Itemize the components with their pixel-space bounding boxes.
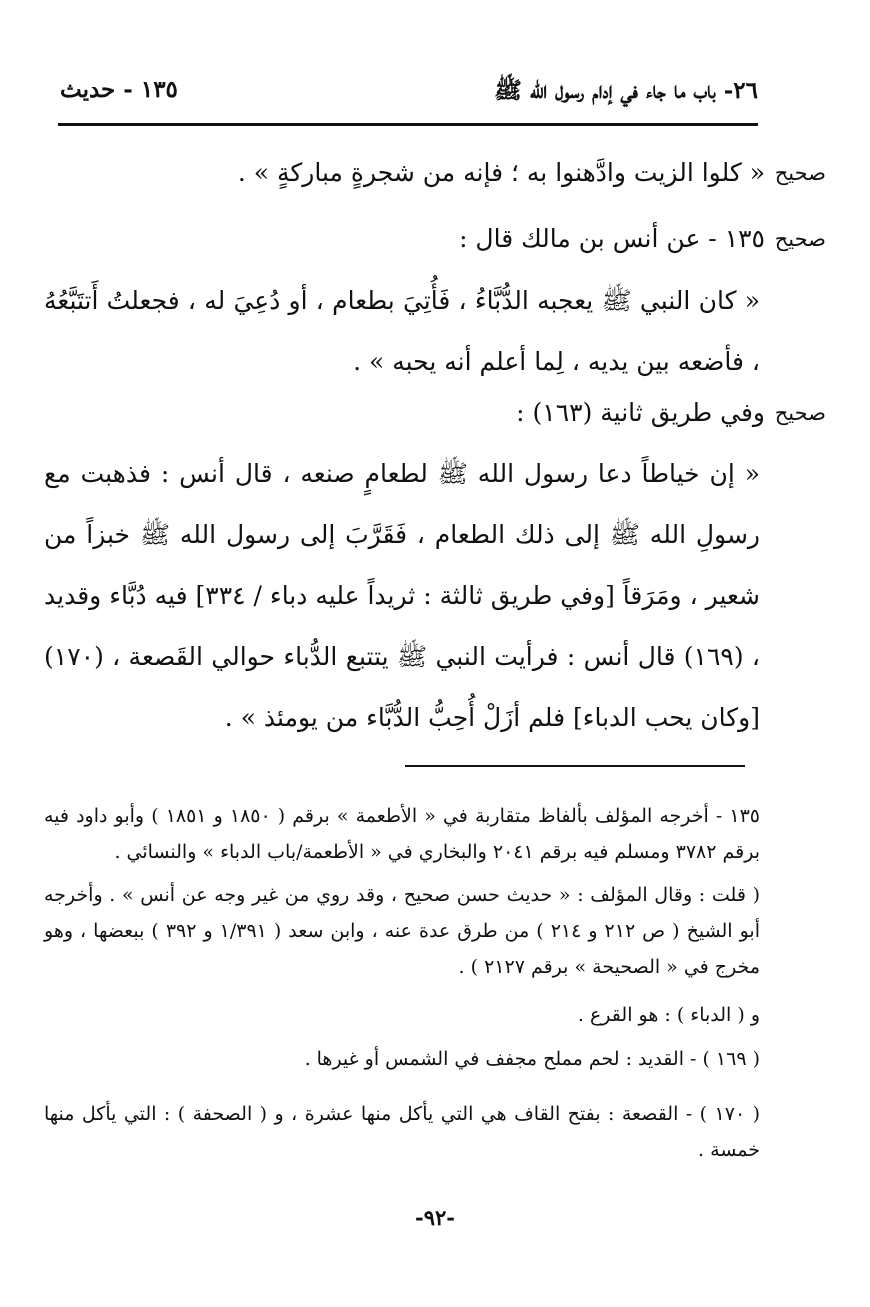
footnote: ( قلت : وقال المؤلف : « حديث حسن صحيح ، وقد روي من غير وجه عن أنس » . وأخرجه أبو الشيخ ( ص ٢١٢ و ٢١٤ ) من طرق عدة عنه ، وابن سعد ( ١/٣٩١ و ٣٩٢ ) ببعضها ، وهو مخرج في « الصحيحة » برقم ٢١٢٧ ) . [44, 884, 760, 978]
grade-label: صحيح [774, 227, 826, 251]
header-rule [58, 123, 758, 126]
running-header [60, 76, 758, 116]
footnote: ١٣٥ - أخرجه المؤلف بألفاظ متقاربة في « الأطعمة » برقم ( ١٨٥٠ و ١٨٥١ ) وأبو داود فيه برقم ٣٧٨٢ ومسلم فيه برقم ٢٠٤١ والبخاري في « الأطعمة/باب الدباء » والنسائي . [44, 805, 760, 863]
page-number: -٩٢- [415, 1205, 455, 1230]
footnote-169: ( ١٦٩ ) - القديد : لحم مملح مجفف في الشمس أو غيرها . [304, 1048, 760, 1070]
chapter-title: ٢٦- باب ما جاء في إدام رسول الله ﷺ [494, 77, 758, 104]
grade-label: صحيح [774, 401, 826, 425]
footnote-rule [405, 765, 745, 767]
footnote: و ( الدباء ) : هو القرع . [577, 1004, 760, 1026]
hadith-number-label: ١٣٥ - حديث [60, 76, 178, 103]
second-route-heading: وفي طريق ثانية (١٦٣) : [516, 398, 765, 427]
hadith-text-line: « كلوا الزيت وادَّهنوا به ؛ فإنه من شجرةٍ مباركةٍ » . [237, 158, 765, 187]
hadith-paragraph: « كان النبي ﷺ يعجبه الدُّبَّاءُ ، فَأُتِيَ بطعام ، أو دُعِيَ له ، فجعلتُ أَتتَبَّعُهُ ، فأضعه بين يديه ، لِما أعلم أنه يحبه » . [44, 286, 760, 376]
hadith-heading-135: ١٣٥ - عن أنس بن مالك قال : [459, 224, 765, 253]
footnote-170: ( ١٧٠ ) - القصعة : بفتح القاف هي التي يأكل منها عشرة ، و ( الصحفة ) : التي يأكل منها خمسة . [44, 1103, 761, 1161]
hadith-paragraph: « إن خياطاً دعا رسول الله ﷺ لطعامٍ صنعه ، قال أنس : فذهبت مع رسولِ الله ﷺ إلى ذلك الطعام ، فَقَرَّبَ إلى رسول الله ﷺ خبزاً من شعير ، ومَرَقاً [وفي طريق ثالثة : ثريداً عليه دباء / ٣٣٤] فيه دُبَّاء وقديد ، (١٦٩) قال أنس : فرأيت النبي ﷺ يتتبع الدُّباء حوالي القَصعة ، (١٧٠) [وكان يحب الدباء] فلم أزَلْ أُحِبُّ الدُّبَّاء من يومئذ » . [44, 459, 760, 732]
grade-label: صحيح [774, 161, 826, 185]
